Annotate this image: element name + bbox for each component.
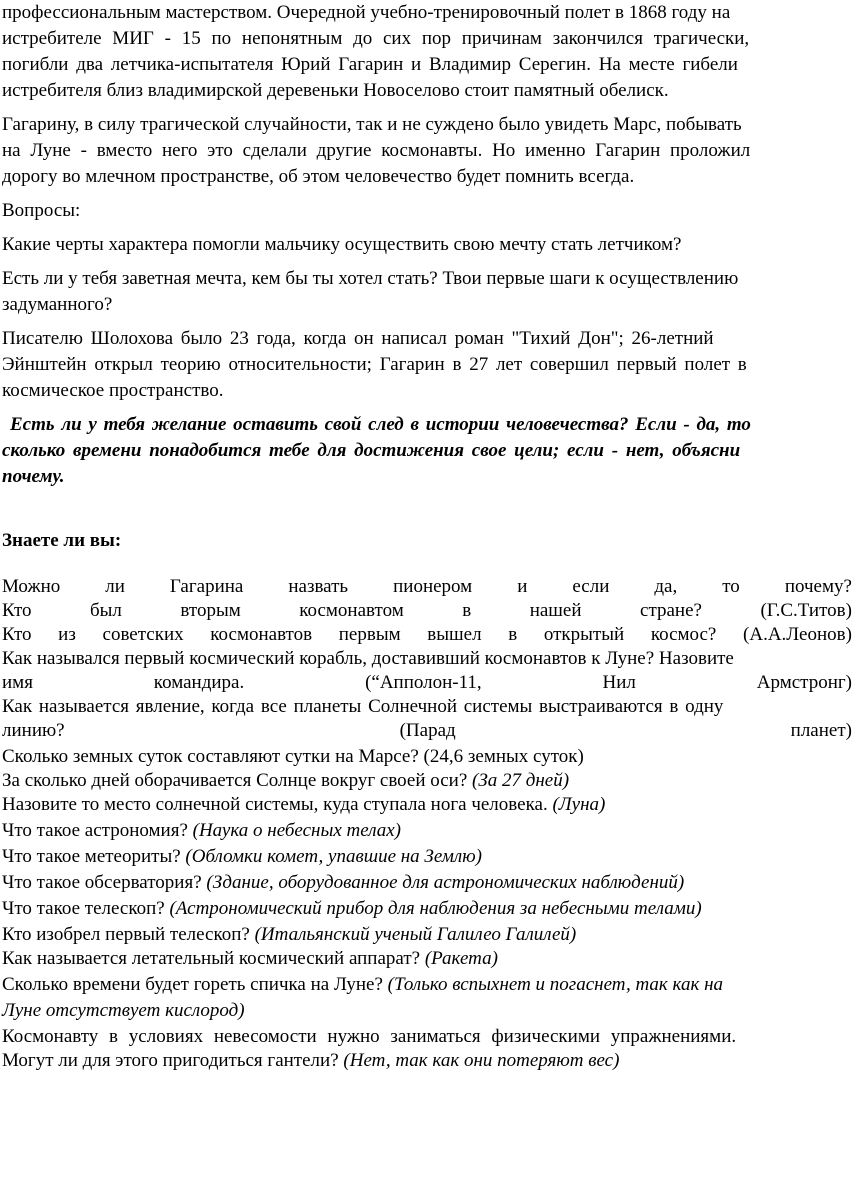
word: был [90,600,122,621]
quiz-line-17 [2,972,723,998]
quiz-line-10 [2,792,605,818]
quiz-line-5 [2,670,852,696]
word: имя [2,672,33,693]
word: то [722,576,740,597]
word: Можно [2,576,61,597]
quiz-question: Сколько времени будет гореть спичка на Луне? [2,974,388,995]
question-3-line-1: Писателю Шолохова было 23 года, когда он написал роман "Тихий Дон"; 26-летний [2,328,714,349]
word: Кто [2,600,32,621]
quiz-line-13 [2,870,684,896]
word: из [58,624,76,645]
quiz-line-18: Луне отсутствует кислород) [2,1000,245,1021]
word: линию? [2,720,65,741]
intro-p1-line-2: истребителе МИГ - 15 по непонятным до сих пор причинам закончился трагически, [2,28,750,49]
quiz-line-7 [2,718,852,744]
word: космонавтов [210,624,313,645]
question-3-line-3: космическое пространство. [2,380,224,401]
quiz-answer: (Ракета) [424,948,498,969]
quiz-line-2 [2,598,852,624]
word: вторым [180,600,241,621]
word: первым [338,624,401,645]
word: да, [654,576,678,597]
quiz-answer: (Нет, так как они потеряют вес) [343,1050,620,1071]
word: (“Апполон-11, [365,672,482,693]
quiz-answer: (Луна) [552,794,606,815]
word: стране? [640,600,702,621]
quiz-line-20 [2,1048,619,1074]
intro-p1-line-3: погибли два летчика-испытателя Юрий Гагарин и Владимир Серегин. На месте гибели [2,54,738,75]
question-4-line-2: сколько времени понадобится тебе для достижения свое цели; если - нет, объясни [2,440,741,461]
quiz-line-15 [2,922,576,948]
word: Нил [602,672,636,693]
quiz-question: Кто изобрел первый телескоп? [2,924,255,945]
quiz-answer: (Обломки комет, упавшие на Землю) [185,846,482,867]
quiz-line-12 [2,844,482,870]
word: (Г.С.Титов) [760,600,852,621]
word: (А.А.Леонов) [743,624,852,645]
quiz-answer: (Итальянский ученый Галилео Галилей) [254,924,577,945]
word: планет) [790,720,852,741]
word: ли [105,576,125,597]
questions-heading: Вопросы: [2,200,81,221]
intro-p2-line-2: на Луне - вместо него это сделали другие космонавты. Но именно Гагарин проложил [2,140,751,161]
word: вышел [427,624,482,645]
quiz-question: Как называется летательный космический аппарат? [2,948,425,969]
word: пионером [393,576,473,597]
quiz-answer: (За 27 дней) [472,770,570,791]
question-4-line-1: Есть ли у тебя желание оставить свой след в истории человечества? Если - да, то [10,414,751,435]
quiz-heading: Знаете ли вы: [2,530,122,551]
quiz-line-19: Космонавту в условиях невесомости нужно заниматься физическими упражнениями. [2,1026,737,1047]
quiz-answer: (Здание, оборудованное для астрономических наблюдений) [206,872,685,893]
quiz-answer: (Наука о небесных телах) [192,820,401,841]
word: нашей [529,600,582,621]
quiz-question: Что такое астрономия? [2,820,193,841]
word: космонавтом [299,600,404,621]
word: и [517,576,528,597]
word: советских [102,624,184,645]
question-1: Какие черты характера помогли мальчику осуществить свою мечту стать летчиком? [2,234,682,255]
word: командира. [153,672,245,693]
quiz-line-8: Сколько земных суток составляют сутки на Марсе? (24,6 земных суток) [2,746,584,767]
question-2-line-2: задуманного? [2,294,113,315]
quiz-line-3 [2,622,852,648]
question-4-line-3: почему. [2,466,65,487]
word: открытый [543,624,625,645]
quiz-question: Что такое телескоп? [2,898,170,919]
quiz-answer: (Астрономический прибор для наблюдения за небесными телами) [169,898,702,919]
word: если [572,576,610,597]
word: (Парад [399,720,456,741]
intro-p2-line-3: дорогу во млечном пространстве, об этом человечество будет помнить всегда. [2,166,635,187]
question-2-line-1: Есть ли у тебя заветная мечта, кем бы ты хотел стать? Твои первые шаги к осуществлению [2,268,739,289]
quiz-line-1 [2,574,852,600]
intro-p2-line-1: Гагарину, в силу трагической случайности, так и не суждено было увидеть Марс, побывать [2,114,742,135]
quiz-line-16 [2,946,498,972]
quiz-line-4: Как назывался первый космический корабль, доставивший космонавтов к Луне? Назовите [2,648,734,669]
word: Кто [2,624,32,645]
quiz-line-14 [2,896,702,922]
word: космос? [650,624,717,645]
word: почему? [784,576,852,597]
quiz-question: Могут ли для этого пригодиться гантели? [2,1050,344,1071]
word: в [508,624,518,645]
quiz-line-6: Как называется явление, когда все планеты Солнечной системы выстраиваются в одну [2,696,724,717]
word: назвать [288,576,349,597]
quiz-question: За сколько дней оборачивается Солнце вокруг своей оси? [2,770,473,791]
word: Армстронг) [756,672,852,693]
quiz-line-9 [2,768,569,794]
quiz-question: Что такое метеориты? [2,846,186,867]
intro-p1-line-1: профессиональным мастерством. Очередной учебно-тренировочный полет в 1868 году на [2,2,731,23]
quiz-answer: (Только вспыхнет и погаснет, так как на [387,974,724,995]
word: Гагарина [169,576,244,597]
word: в [462,600,472,621]
quiz-line-11 [2,818,401,844]
quiz-question: Что такое обсерватория? [2,872,207,893]
intro-p1-line-4: истребителя близ владимирской деревеньки Новоселово стоит памятный обелиск. [2,80,669,101]
question-3-line-2: Эйнштейн открыл теорию относительности; Гагарин в 27 лет совершил первый полет в [2,354,747,375]
quiz-question: Назовите то место солнечной системы, куда ступала нога человека. [2,794,553,815]
